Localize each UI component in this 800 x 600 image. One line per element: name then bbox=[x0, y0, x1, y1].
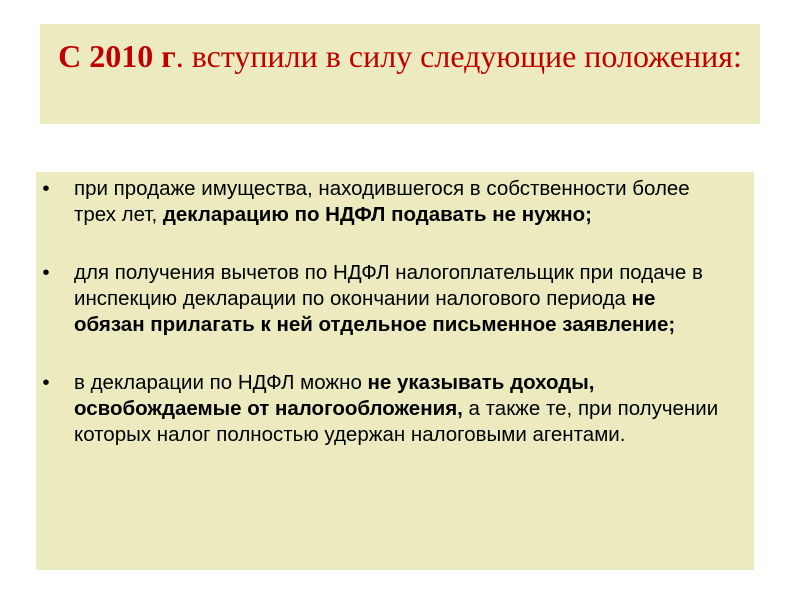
bullet-2-bold: не обязан прилагать к ней отдельное письменное заявление; bbox=[74, 287, 676, 336]
content-panel bbox=[36, 172, 754, 570]
bullet-1-text: при продаже имущества, находившегося в собственности более трех лет, bbox=[74, 177, 690, 226]
bullet-icon: • bbox=[42, 371, 50, 394]
bullet-2-text: для получения вычетов по НДФЛ налогоплательщик при подаче в инспекцию декларации по окончании налогового периода bbox=[74, 261, 703, 310]
bullet-item-3 bbox=[40, 370, 730, 448]
slide-title bbox=[40, 24, 760, 124]
bullet-icon: • bbox=[42, 261, 50, 284]
bullet-3-bold: не указывать доходы, освобождаемые от налогообложения, bbox=[74, 371, 595, 420]
bullet-item-2 bbox=[40, 260, 730, 338]
bullet-3-text: в декларации по НДФЛ можно bbox=[74, 371, 368, 394]
title-text: . вступили в силу следующие положения: bbox=[175, 38, 742, 74]
bullet-3-text-end: а также те, при получении которых налог полностью удержан налоговыми агентами. bbox=[74, 397, 719, 446]
bullet-list bbox=[40, 176, 730, 448]
title-year: С 2010 г bbox=[58, 38, 176, 74]
bullet-icon: • bbox=[42, 177, 50, 200]
bullet-item-1 bbox=[40, 176, 730, 228]
bullet-1-bold: декларацию по НДФЛ подавать не нужно; bbox=[162, 203, 592, 226]
